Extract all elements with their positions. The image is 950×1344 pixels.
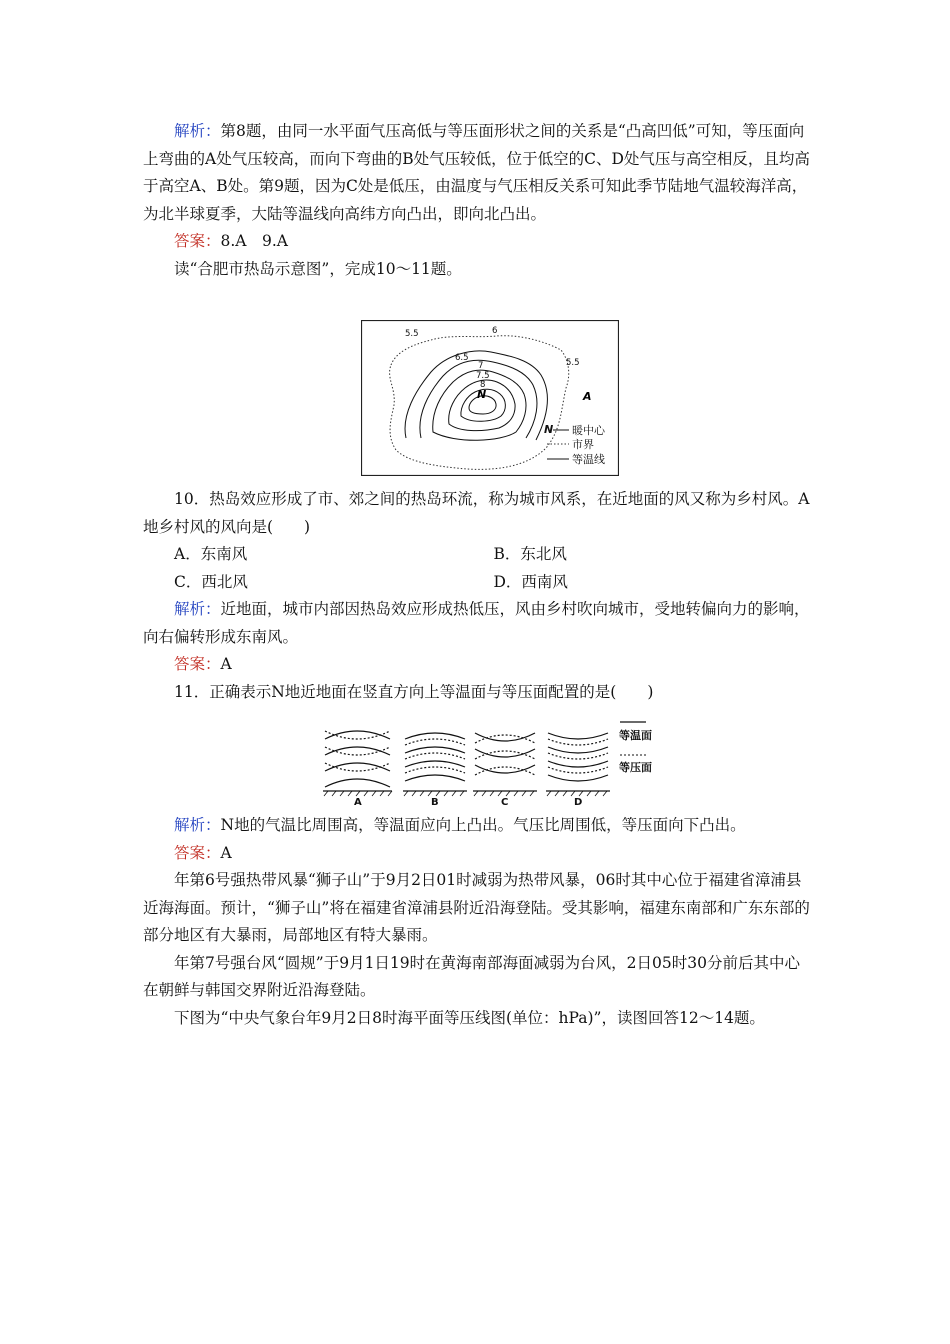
- isotherm-label: 5.5: [566, 358, 580, 368]
- answer-label: 答案：: [174, 843, 221, 862]
- isotherm-label: 7: [478, 361, 484, 371]
- q10-option-d: D．西南风: [493, 572, 568, 591]
- fig2-label-a: A: [354, 797, 362, 807]
- isotherm-label: 5.5: [405, 329, 419, 339]
- analysis-label: 解析：: [174, 600, 221, 618]
- answer-label: 答案：: [174, 655, 221, 673]
- analysis-text: N地的气温比周围高，等温面应向上凸出。气压比周围低，等压面向下凸出。: [220, 816, 746, 834]
- svg-text:市界: 市界: [572, 438, 594, 451]
- option-d-diagram: [548, 733, 608, 781]
- q10-option-c: C．西北风: [174, 572, 248, 591]
- q10-options-row-1: [143, 541, 813, 569]
- svg-text:等温面: 等温面: [619, 729, 652, 742]
- isotherm-label: 6.5: [455, 353, 469, 363]
- question-10: [143, 486, 813, 706]
- analysis-label: 解析：: [174, 816, 221, 834]
- q10-option-a: A．东南风: [174, 545, 248, 563]
- fig2-legend: [619, 722, 652, 774]
- option-a-diagram: [325, 731, 390, 787]
- analysis-text: 第8题，由同一水平面气压高低与等压面形状之间的关系是“凸高凹低”可知，等压面向上弯曲的A处气压较高，而向下弯曲的B处气压较低，位于低空的C、D处气压与高空相反，且均高于高空A、B处。第9题，因为C处是低压，由温度与气压相反关系可知此季节陆地气温较海洋高，为北半球夏季，大陆等温线向高纬方向凸出，即向北凸出。: [143, 122, 810, 223]
- q11-analysis: [143, 812, 813, 840]
- point-n-label: N: [477, 388, 487, 401]
- heat-island-map: [361, 320, 619, 476]
- q10-answer: [143, 651, 813, 679]
- answer-text: 8.A 9.A: [220, 232, 288, 250]
- svg-text:暖中心: 暖中心: [572, 424, 605, 437]
- isotherm-label: 8: [480, 380, 486, 390]
- q10-option-b: B．东北风: [493, 545, 567, 563]
- passage-paragraph: 下图为“中央气象台年9月2日8时海平面等压线图(单位：hPa)”，读图回答12～14题。: [174, 1008, 765, 1027]
- isotherm-label: 6: [492, 326, 498, 336]
- q10-stem: 10．热岛效应形成了市、郊之间的热岛环流，称为城市风系，在近地面的风又称为乡村风。A地乡村风的风向是( ): [143, 490, 810, 536]
- answer-line: [143, 228, 813, 256]
- svg-text:等温线: 等温线: [572, 453, 605, 466]
- q10-analysis: [143, 596, 813, 651]
- svg-text:N: N: [544, 423, 554, 436]
- option-c-diagram: [475, 733, 535, 775]
- q11-stem: 11．正确表示N地近地面在竖直方向上等温面与等压面配置的是( ): [174, 682, 654, 701]
- isosurface-diagram: [320, 719, 660, 807]
- answer-label: 答案：: [174, 232, 221, 250]
- answer-text: A: [220, 655, 232, 673]
- question-11-answer: [143, 812, 813, 1032]
- fig2-label-c: C: [501, 797, 509, 807]
- isotherm-label: 7.5: [476, 371, 490, 381]
- q11-answer: [143, 840, 813, 868]
- svg-text:等压面: 等压面: [619, 761, 652, 774]
- document-body: [143, 118, 813, 283]
- analysis-paragraph: [143, 118, 813, 228]
- analysis-label: 解析：: [174, 122, 221, 140]
- point-a-label: A: [583, 390, 592, 403]
- passage-paragraph: 年第7号强台风“圆规”于9月1日19时在黄海南部海面减弱为台风，2日05时30分前后其中心在朝鲜与韩国交界附近沿海登陆。: [143, 953, 800, 999]
- fig2-label-d: D: [574, 797, 583, 807]
- analysis-text: 近地面，城市内部因热岛效应形成热低压，风由乡村吹向城市，受地转偏向力的影响，向右偏转形成东南风。: [143, 600, 810, 646]
- read-prompt: 读“合肥市热岛示意图”，完成10～11题。: [174, 259, 462, 278]
- answer-text: A: [220, 843, 232, 862]
- passage-paragraph: 年第6号强热带风暴“狮子山”于9月2日01时减弱为热带风暴，06时其中心位于福建省漳浦县近海海面。预计，“狮子山”将在福建省漳浦县附近沿海登陆。受其影响，福建东南部和广东东部的部分地区有大暴雨，局部地区有特大暴雨。: [143, 871, 810, 944]
- fig2-label-b: B: [431, 797, 439, 807]
- option-b-diagram: [405, 733, 465, 781]
- q10-options-row-2: [143, 569, 813, 597]
